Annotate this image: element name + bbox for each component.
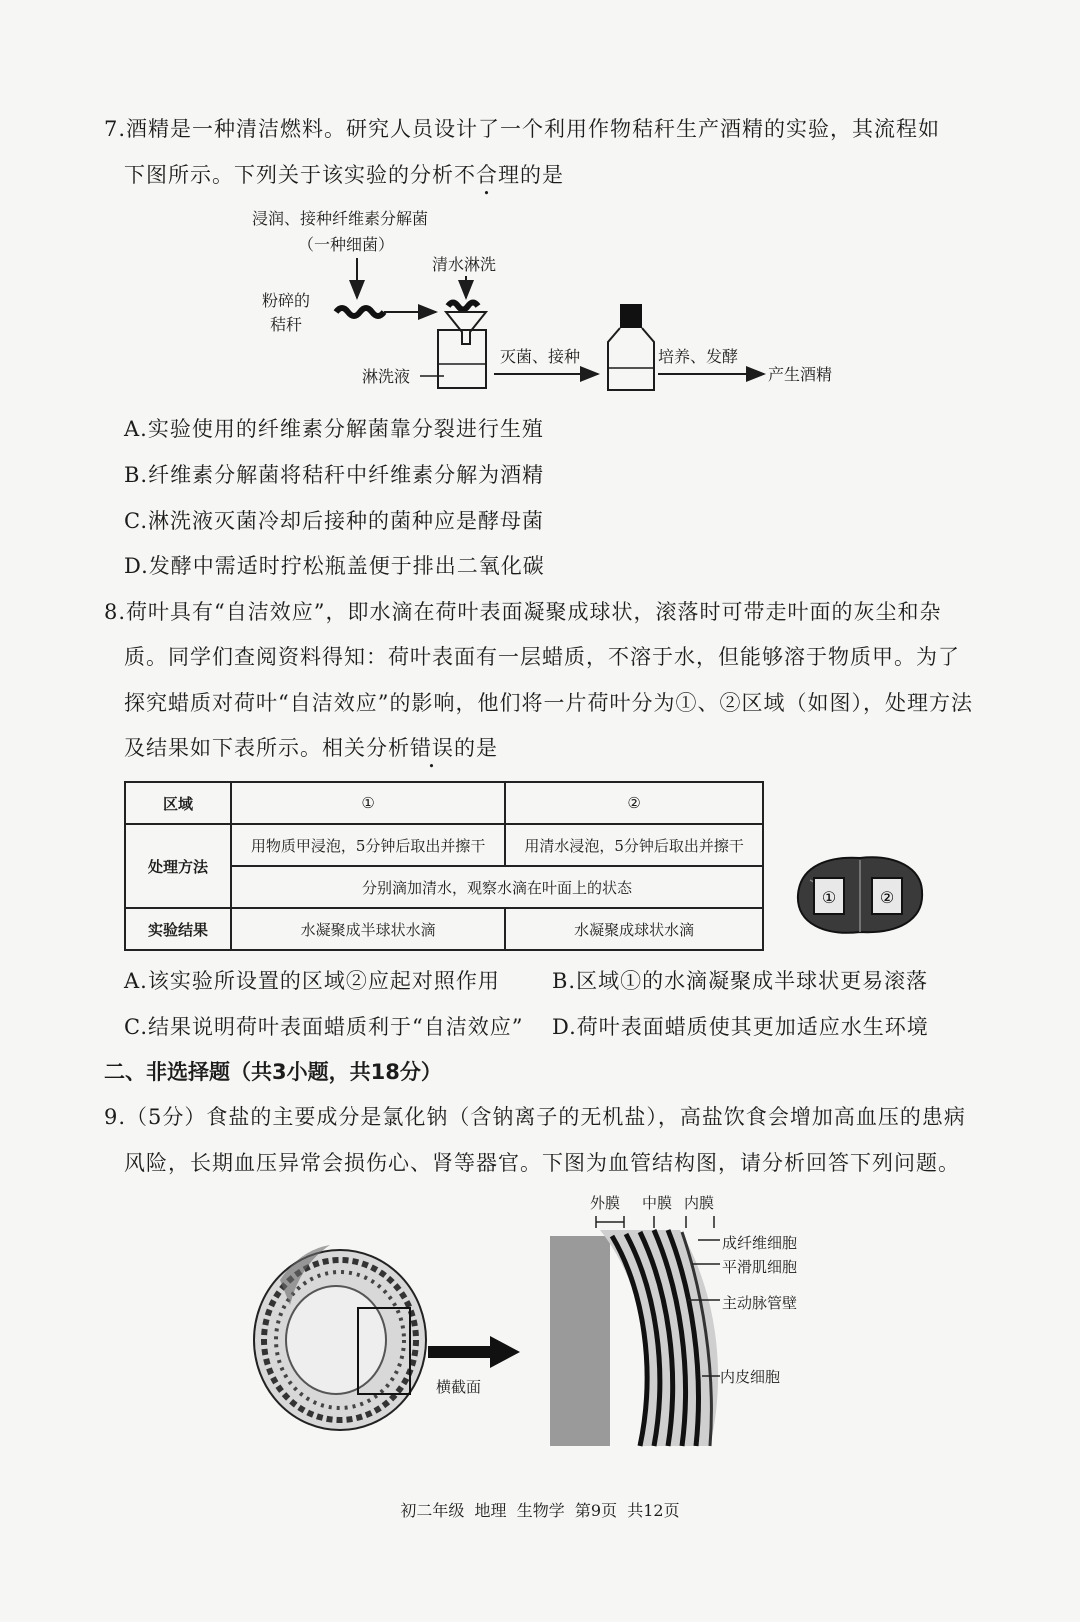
q7-label-step2: 培养、发酵 bbox=[658, 347, 739, 366]
label-smooth-muscle: 平滑肌细胞 bbox=[722, 1258, 798, 1276]
leaf-region-2: ② bbox=[879, 888, 895, 907]
label-middle-membrane: 中膜 bbox=[642, 1194, 673, 1212]
table-header-col2: ② bbox=[505, 782, 763, 824]
q8-option-a: A.该实验所设置的区域②应起对照作用 bbox=[124, 969, 500, 993]
label-outer-membrane: 外膜 bbox=[590, 1194, 621, 1212]
vessel-cross-section bbox=[254, 1245, 426, 1430]
q7-option-b: B.纤维素分解菌将秸秆中纤维素分解为酒精 bbox=[124, 463, 545, 487]
q7-stem-line1: 7.酒精是一种清洁燃料。研究人员设计了一个利用作物秸秆生产酒精的实验，其流程如 bbox=[104, 117, 941, 141]
q8-result-table bbox=[124, 781, 764, 951]
q8-stem-text: 及结果如下表所示。相关分析 bbox=[124, 736, 410, 760]
table-header-region: 区域 bbox=[125, 782, 231, 824]
label-aorta-wall: 主动脉管壁 bbox=[722, 1294, 798, 1312]
q7-label-straw-2: 秸秆 bbox=[270, 315, 303, 334]
q8-option-b: B.区域①的水滴凝聚成半球状更易滚落 bbox=[552, 969, 929, 993]
table-method-col1: 用物质甲浸泡，5分钟后取出并擦干 bbox=[231, 824, 505, 866]
q8-stem-tail: 的是 bbox=[454, 736, 498, 760]
q7-funnel bbox=[446, 312, 486, 344]
q9-stem-line1: 9.（5分）食盐的主要成分是氯化钠（含钠离子的无机盐），高盐饮食会增加高血压的患病 bbox=[104, 1105, 966, 1129]
table-row-method-header: 处理方法 bbox=[125, 824, 231, 908]
q7-label-bacteria: （一种细菌） bbox=[298, 235, 395, 254]
q8-stem-line1: 8.荷叶具有“自洁效应”，即水滴在荷叶表面凝聚成球状，滚落时可带走叶面的灰尘和杂 bbox=[104, 600, 942, 624]
q9-stem-line2: 风险，长期血压异常会损伤心、肾等器官。下图为血管结构图，请分析回答下列问题。 bbox=[124, 1151, 960, 1175]
zoom-arrow bbox=[428, 1336, 520, 1368]
q7-bottle-cap bbox=[620, 304, 642, 328]
table-header-col1: ① bbox=[231, 782, 505, 824]
q7-stem-text: 下图所示。下列关于该实验的分析 bbox=[124, 163, 454, 187]
lotus-leaf-image bbox=[790, 850, 930, 940]
table-result-col2: 水凝聚成球状水滴 bbox=[505, 908, 763, 950]
q7-stem-tail: 的是 bbox=[520, 163, 564, 187]
page-footer: 初二年级 地理 生物学 第9页 共12页 bbox=[400, 1501, 680, 1520]
q7-option-d: D.发酵中需适时拧松瓶盖便于排出二氧化碳 bbox=[124, 554, 545, 578]
label-inner-membrane: 内膜 bbox=[684, 1194, 715, 1212]
q8-stem-line3: 探究蜡质对荷叶“自洁效应”的影响，他们将一片荷叶分为①、②区域（如图），处理方法 bbox=[124, 691, 973, 715]
q7-straw bbox=[336, 308, 384, 316]
q7-emphasis: 不合理 bbox=[454, 163, 520, 187]
q7-option-a: A.实验使用的纤维素分解菌靠分裂进行生殖 bbox=[124, 417, 544, 441]
q8-option-c: C.结果说明荷叶表面蜡质利于“自洁效应” bbox=[124, 1015, 524, 1039]
q7-label-step1: 灭菌、接种 bbox=[500, 347, 581, 366]
q7-label-straw-1: 粉碎的 bbox=[262, 291, 311, 310]
q7-label-result: 产生酒精 bbox=[768, 365, 833, 384]
q7-option-c: C.淋洗液灭菌冷却后接种的菌种应是酵母菌 bbox=[124, 509, 544, 533]
label-fibroblast: 成纤维细胞 bbox=[722, 1234, 798, 1252]
q8-option-d: D.荷叶表面蜡质使其更加适应水生环境 bbox=[552, 1015, 929, 1039]
q7-funnel-straw bbox=[448, 303, 478, 310]
vessel-wall-layers bbox=[550, 1230, 718, 1446]
label-endothelial: 内皮细胞 bbox=[720, 1368, 781, 1386]
table-method-col2: 用清水浸泡，5分钟后取出并擦干 bbox=[505, 824, 763, 866]
q8-stem-line2: 质。同学们查阅资料得知：荷叶表面有一层蜡质，不溶于水，但能够溶于物质甲。为了 bbox=[124, 645, 960, 669]
q7-label-inoculate: 浸润、接种纤维素分解菌 bbox=[252, 209, 429, 228]
q7-label-liquid: 淋洗液 bbox=[362, 367, 411, 386]
q7-flow-diagram bbox=[0, 0, 1080, 420]
label-cross-section: 横截面 bbox=[436, 1378, 482, 1396]
table-method-shared: 分别滴加清水，观察水滴在叶面上的状态 bbox=[231, 866, 763, 908]
leaf-region-1: ① bbox=[821, 888, 837, 907]
section-title: 二、非选择题（共3小题，共18分） bbox=[104, 1060, 442, 1084]
q7-bottle bbox=[608, 328, 654, 390]
table-result-col1: 水凝聚成半球状水滴 bbox=[231, 908, 505, 950]
table-row-result-header: 实验结果 bbox=[125, 908, 231, 950]
q7-label-rinse: 清水淋洗 bbox=[432, 255, 497, 274]
q8-emphasis: 错误 bbox=[410, 736, 454, 760]
q9-vessel-diagram bbox=[240, 1200, 820, 1460]
q8-stem-line4 bbox=[124, 733, 498, 763]
